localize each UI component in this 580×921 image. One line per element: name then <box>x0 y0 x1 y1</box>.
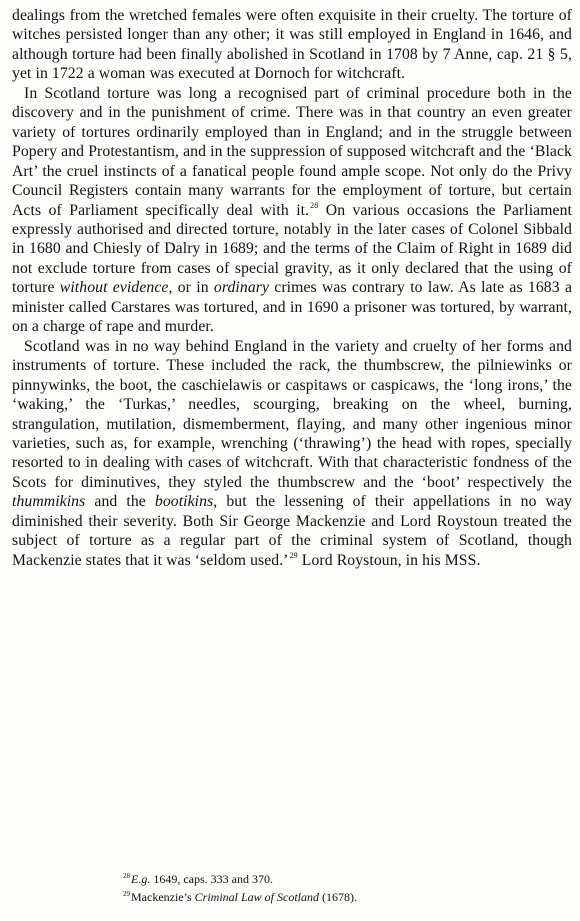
text-run: , or in <box>168 279 214 297</box>
paragraph <box>12 337 572 570</box>
text-run: 1649, caps. 333 and 370. <box>150 872 273 886</box>
body-text <box>12 6 572 570</box>
italic-text: without evidence <box>59 279 169 297</box>
text-run: (1678). <box>319 890 357 904</box>
footnote-mark: 28 <box>123 872 130 880</box>
footnotes <box>123 870 553 906</box>
italic-text: E.g. <box>131 872 151 886</box>
text-run: Scotland was in no way behind England in the variety and cruelty of her forms and instruments of torture. These included the rack, the thumbscrew, the pilniewinks or pinnywinks, the boot, the caschielawis or caspitaws or caspicaws, the ‘long irons,’ the ‘waking,’ the ‘Turkas,’ needles, scourging, breaking on the wheel, burning, strangulation, mutilation, dismemberment, flaying, and many other ingenious minor varieties, such as, for example, wrenching (‘thrawing’) the head with ropes, specially resorted to in dealing with cases of witchcraft. With that characteristic fondness of the Scots for diminutives, they styled the thumbscrew and the ‘boot’ respectively the <box>12 337 572 491</box>
paragraph <box>12 84 572 337</box>
text-run: dealings from the wretched females were often exquisite in their cruelty. The torture of witches persisted longer than any other; it was still employed in England in 1646, and although torture had been finally abolished in Scotland in 1708 by 7 Anne, cap. 21 § 5, yet in 1722 a woman was executed at Dornoch for witchcraft. <box>12 7 572 83</box>
footnote <box>123 888 553 906</box>
footnote-mark: 29 <box>123 890 130 898</box>
footnote <box>123 870 553 888</box>
italic-text: bootikins <box>154 493 214 511</box>
text-run: and the <box>85 493 155 511</box>
text-run: On various occasions the Parliament expressly authorised and directed torture, notably in the later cases of Colonel Sibbald in 1680 and Chiesly of Dalry in 1689; and the terms of the Claim of Right in 1689 did not exclude torture from cases of special gravity, as it only declared that the using of torture <box>12 201 572 297</box>
text-run: Mackenzie’s <box>131 890 195 904</box>
footnote-reference: 29 <box>289 551 298 561</box>
italic-text: Criminal Law of Scotland <box>194 890 319 904</box>
text-run: Lord Roystoun, in his MSS. <box>297 551 481 569</box>
italic-text: thummikins <box>12 493 86 511</box>
text-run: , but the lessening of their appellations in no way diminished their severity. Both Sir George Mackenzie and Lord Roystoun treated the subject of torture as a regular part of the criminal system of Scotland, though Mackenzie states that it was ‘seldom used.’ <box>12 493 572 569</box>
text-run: crimes was contrary to law. As late as 1683 a minister called Carstares was tortured, and in 1690 a prisoner was tortured, by warrant, on a charge of rape and murder. <box>12 279 573 336</box>
footnote-reference: 28 <box>310 201 319 211</box>
paragraph <box>12 6 572 84</box>
italic-text: ordinary <box>213 279 270 297</box>
text-run: In Scotland torture was long a recognised part of criminal procedure both in the discovery and in the punishment of crime. There was in that country an even greater variety of tortures ordinarily employed than in England; and in the struggle between Popery and Protestantism, and in the suppression of supposed witchcraft and the ‘Black Art’ the cruel instincts of a fanatical people found ample scope. Not only do the Privy Council Registers contain many warrants for the employment of torture, but certain Acts of Parliament specifically deal with it. <box>12 84 572 219</box>
